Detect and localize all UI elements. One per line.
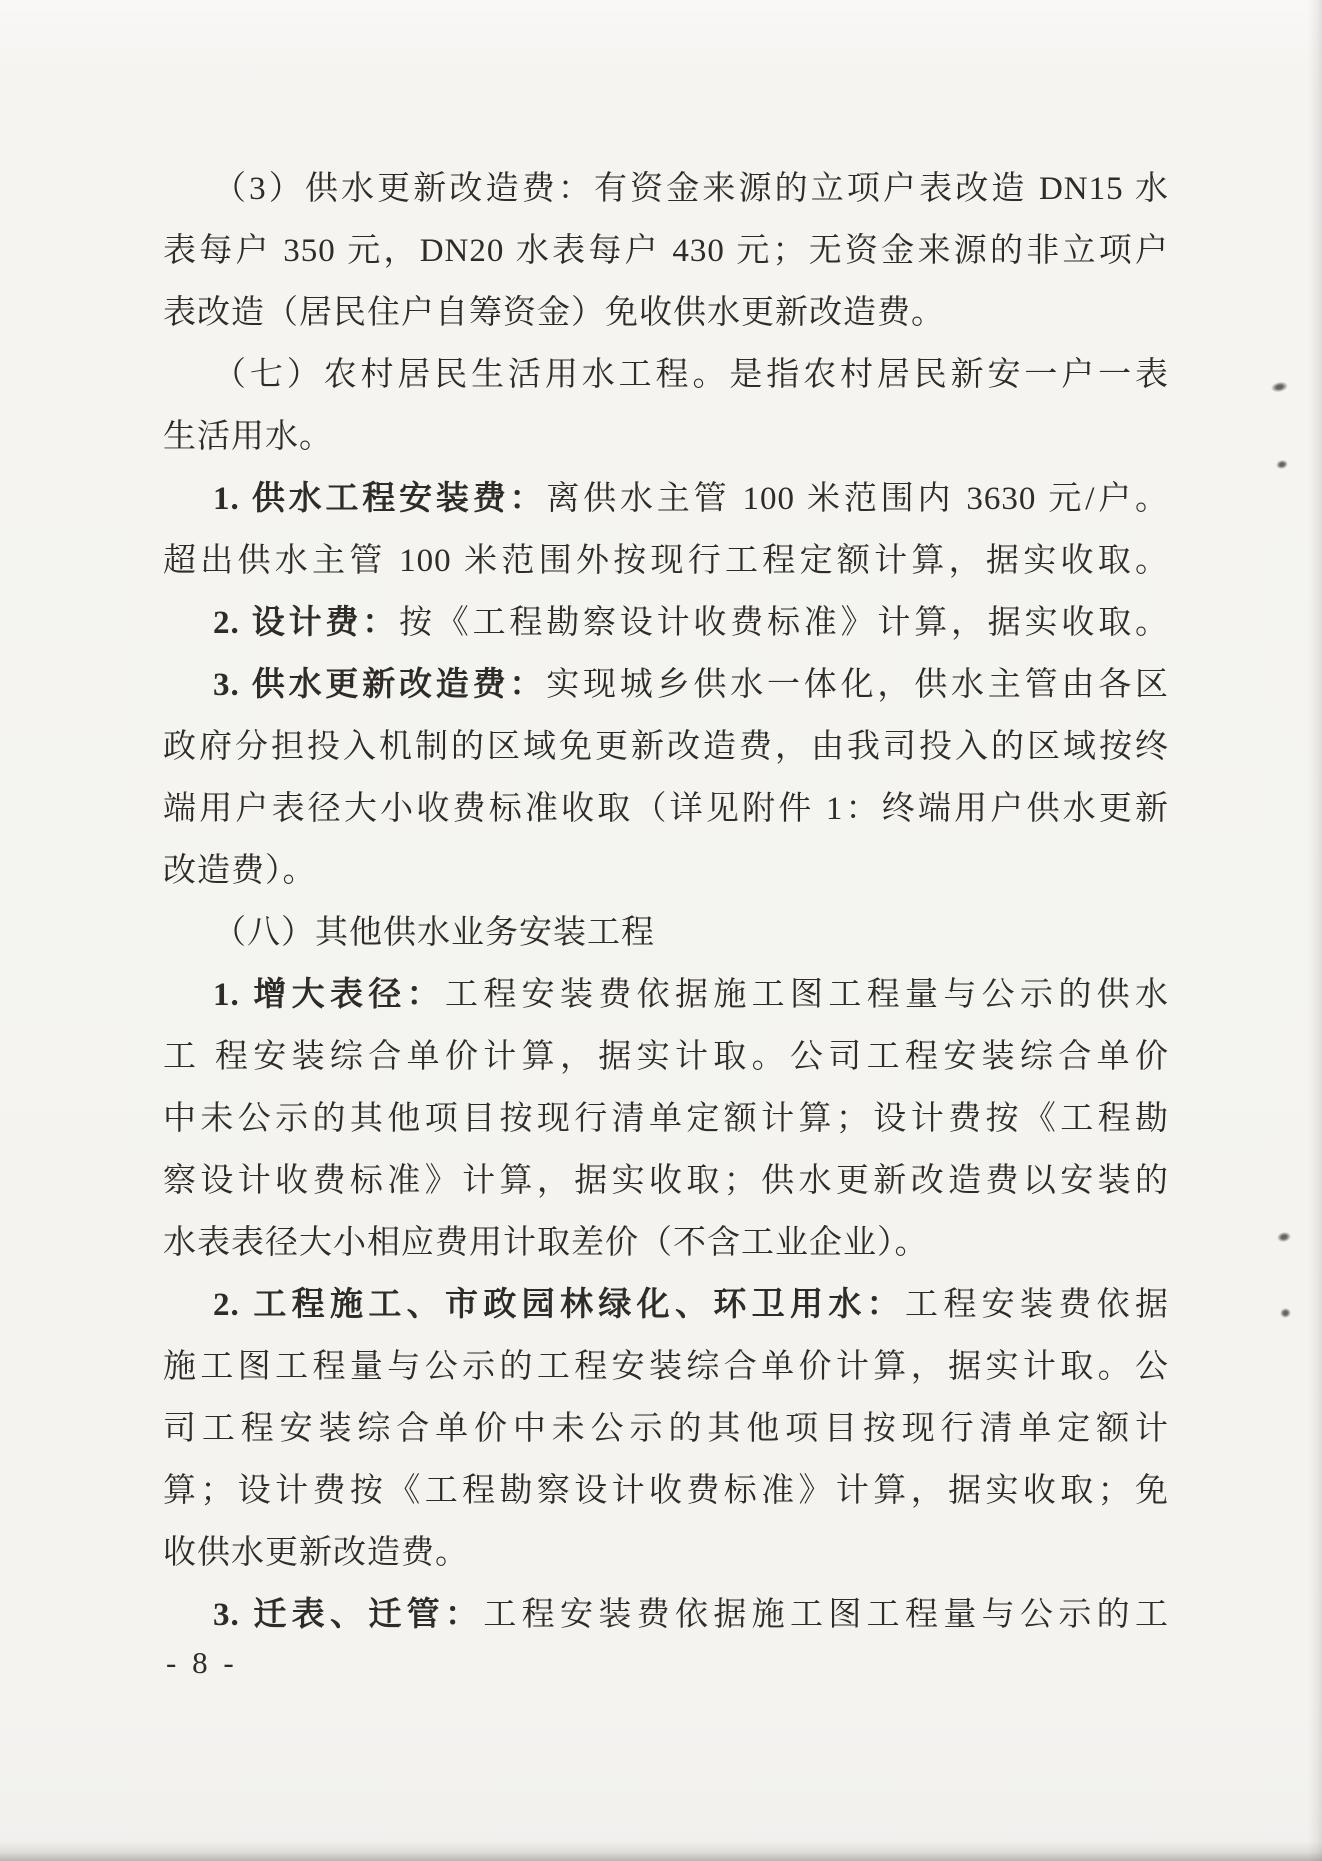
line-bold-lead: 2. 设计费：: [213, 605, 399, 641]
text-line: [163, 716, 1169, 778]
text-line: [163, 1522, 1169, 1584]
text-line: [163, 220, 1169, 282]
line-text: （七）农村居民生活用水工程。是指农村居民新安一户一表: [213, 357, 1169, 393]
text-line: [163, 158, 1169, 220]
line-bold-lead: 3. 供水更新改造费：: [213, 667, 547, 703]
scan-edge-shadow-right: [1308, 0, 1322, 1861]
text-line: [163, 1088, 1169, 1150]
line-text: 水表表径大小相应费用计取差价（不含工业企业）。: [163, 1225, 929, 1261]
line-text: 工程安装费依据: [905, 1287, 1169, 1323]
text-line: [163, 778, 1169, 840]
scan-edge-shadow-bottom: [0, 1841, 1322, 1861]
page-number: - 8 -: [166, 1645, 238, 1680]
line-bold-lead: 2. 工程施工、市政园林绿化、环卫用水：: [213, 1287, 905, 1323]
line-bold-lead: 1. 供水工程安装费：: [213, 481, 547, 517]
line-text: 改造费）。: [163, 853, 317, 889]
line-text: 察设计收费标准》计算，据实收取；供水更新改造费以安装的: [163, 1163, 1169, 1199]
line-text: （八）其他供水业务安装工程: [213, 915, 655, 951]
line-text: 生活用水。: [163, 419, 333, 455]
line-text: 中未公示的其他项目按现行清单定额计算；设计费按《工程勘: [163, 1101, 1169, 1137]
line-text: 表每户 350 元，DN20 水表每户 430 元；无资金来源的非立项户: [163, 233, 1169, 269]
line-text: 实现城乡供水一体化，供水主管由各区: [546, 667, 1169, 703]
text-line: [163, 654, 1169, 716]
text-line: [163, 1150, 1169, 1212]
line-text: 算；设计费按《工程勘察设计收费标准》计算，据实收取；免: [163, 1473, 1169, 1509]
text-line: [163, 530, 1169, 592]
text-line: [163, 1274, 1169, 1336]
text-line: [163, 344, 1169, 406]
line-text: 工 程安装综合单价计算，据实计取。公司工程安装综合单价: [163, 1039, 1169, 1075]
line-text: 收供水更新改造费。: [163, 1535, 469, 1571]
text-line: [163, 468, 1169, 530]
text-line: [163, 964, 1169, 1026]
text-line: [163, 406, 1169, 468]
line-text: 工程安装费依据施工图工程量与公示的供水: [445, 977, 1169, 1013]
line-text: （3）供水更新改造费：有资金来源的立项户表改造 DN15 水: [213, 171, 1169, 207]
line-text: 按《工程勘察设计收费标准》计算，据实收取。: [399, 605, 1169, 641]
text-line: [163, 1398, 1169, 1460]
line-text: 工程安装费依据施工图工程量与公示的工: [483, 1597, 1169, 1633]
text-line: [163, 1584, 1169, 1646]
line-bold-lead: 3. 迁表、迁管：: [213, 1597, 484, 1633]
text-line: [163, 1460, 1169, 1522]
text-line: [163, 1212, 1169, 1274]
text-line: [163, 1336, 1169, 1398]
line-text: 离供水主管 100 米范围内 3630 元/户。: [546, 481, 1169, 517]
line-text: 司工程安装综合单价中未公示的其他项目按现行清单定额计: [163, 1411, 1169, 1447]
text-line: [163, 1026, 1169, 1088]
text-line: [163, 902, 1169, 964]
scan-speck: [1279, 1307, 1292, 1319]
scan-speck: [1270, 380, 1289, 393]
line-bold-lead: 1. 增大表径：: [213, 977, 445, 1013]
line-text: 表改造（居民住户自筹资金）免收供水更新改造费。: [163, 295, 945, 331]
text-line: [163, 840, 1169, 902]
text-line: [163, 282, 1169, 344]
text-column: [163, 158, 1169, 1646]
text-line: [163, 592, 1169, 654]
line-text: 施工图工程量与公示的工程安装综合单价计算，据实计取。公: [163, 1349, 1169, 1385]
line-text: 超出供水主管 100 米范围外按现行工程定额计算，据实收取。: [163, 543, 1169, 579]
scan-speck: [1276, 1231, 1292, 1244]
line-text: 政府分担投入机制的区域免更新改造费，由我司投入的区域按终: [163, 729, 1169, 765]
line-text: 端用户表径大小收费标准收取（详见附件 1：终端用户供水更新: [163, 791, 1169, 827]
scan-speck: [1275, 459, 1289, 470]
